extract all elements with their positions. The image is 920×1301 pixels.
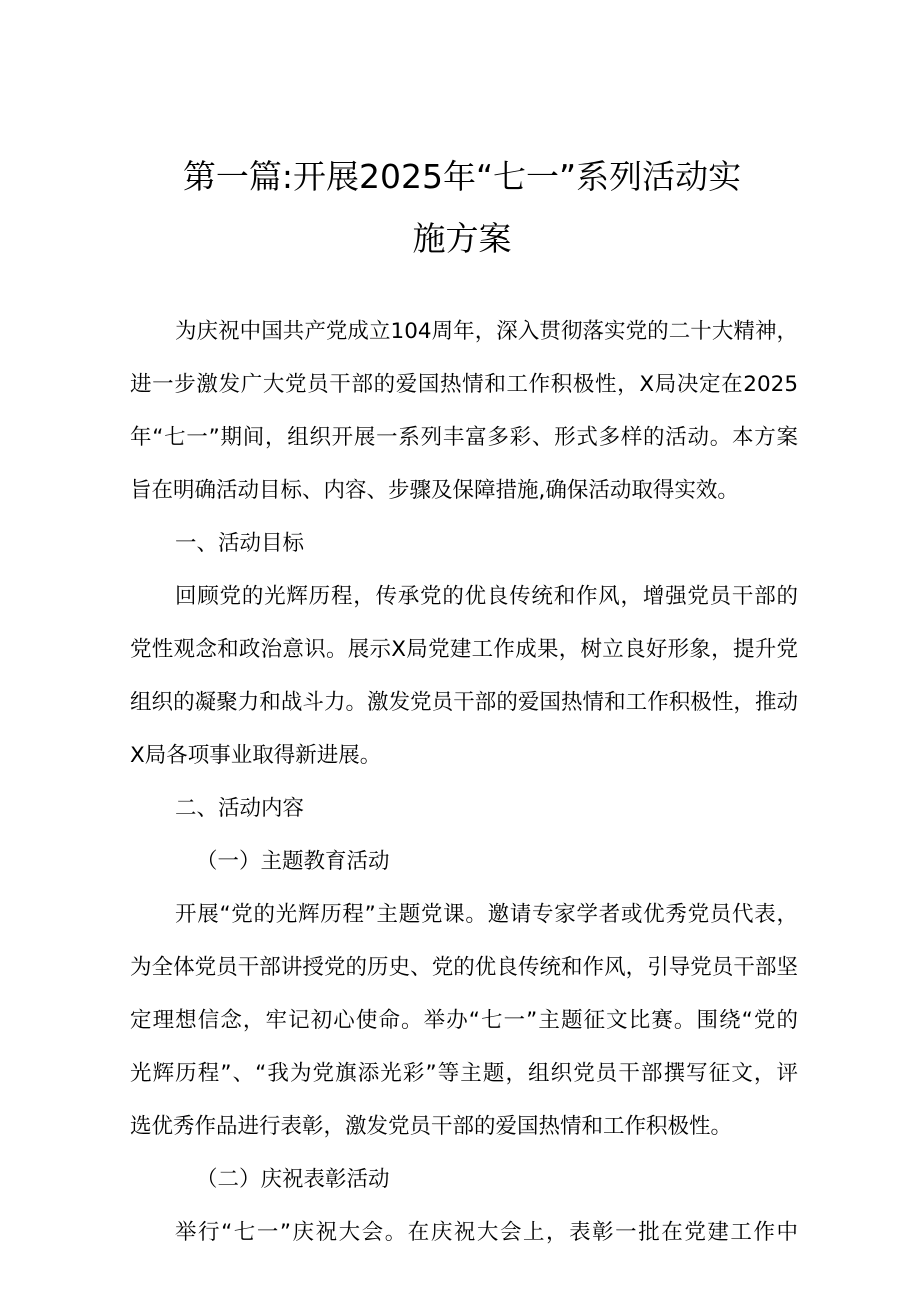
paragraph-line: X局各项事业取得新进展。	[130, 743, 382, 768]
paragraph-line: 开展“党的光辉历程”主题党课。邀请专家学者或优秀党员代表，	[175, 902, 798, 927]
paragraph-line: 为全体党员干部讲授党的历史、党的优良传统和作风，引导党员干部坚	[130, 955, 798, 980]
paragraph-line: 党性观念和政治意识。展示X局党建工作成果，树立良好形象，提升党	[130, 637, 798, 662]
subsection-heading-education: （一）主题教育活动	[196, 849, 390, 874]
paragraph-line: 组织的凝聚力和战斗力。激发党员干部的爱国热情和工作积极性，推动	[130, 690, 798, 715]
paragraph-line: 回顾党的光辉历程，传承党的优良传统和作风，增强党员干部的	[175, 584, 798, 609]
paragraph-line: 年“七一”期间，组织开展一系列丰富多彩、形式多样的活动。本方案	[130, 425, 798, 450]
paragraph-line: 为庆祝中国共产党成立104周年，深入贯彻落实党的二十大精神，	[175, 319, 798, 344]
section-heading-goals: 一、活动目标	[175, 531, 305, 556]
paragraph-line: 举行“七一”庆祝大会。在庆祝大会上，表彰一批在党建工作中	[175, 1220, 798, 1245]
subsection-heading-celebration: （二）庆祝表彰活动	[196, 1167, 390, 1192]
paragraph-line: 进一步激发广大党员干部的爱国热情和工作积极性，X局决定在2025	[130, 372, 798, 397]
paragraph-line: 旨在明确活动目标、内容、步骤及保障措施,确保活动取得实效。	[130, 478, 739, 503]
paragraph-line: 定理想信念，牢记初心使命。举办“七一”主题征文比赛。围绕“党的	[130, 1008, 798, 1033]
document-body	[130, 312, 798, 1266]
paragraph-line: 光辉历程”、“我为党旗添光彩”等主题，组织党员干部撰写征文，评	[130, 1061, 798, 1086]
section-heading-content: 二、活动内容	[175, 796, 305, 821]
document-title-line-1: 第一篇:开展2025年“七一”系列活动实	[182, 157, 742, 196]
paragraph-line: 选优秀作品进行表彰，激发党员干部的爱国热情和工作积极性。	[130, 1114, 733, 1139]
document-title-line-2: 施方案	[412, 219, 512, 258]
